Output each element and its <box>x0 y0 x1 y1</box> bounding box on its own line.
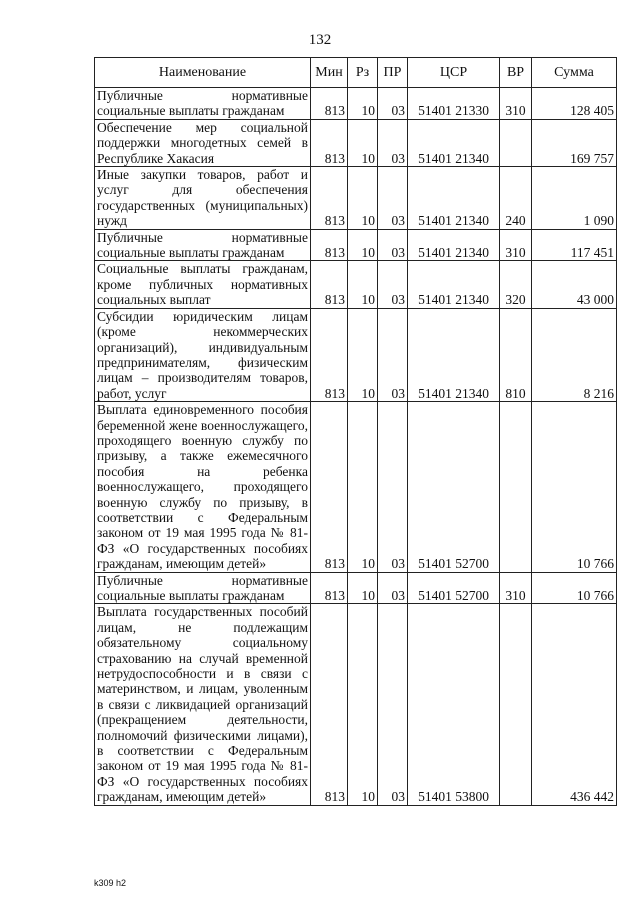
row-rz: 10 <box>348 402 378 572</box>
row-min: 813 <box>311 604 348 805</box>
row-pr: 03 <box>378 119 408 166</box>
row-vr: 810 <box>500 308 532 401</box>
row-csr: 51401 53800 <box>408 604 500 805</box>
row-csr: 51401 21340 <box>408 167 500 230</box>
row-pr: 03 <box>378 229 408 261</box>
row-csr: 51401 52700 <box>408 572 500 604</box>
column-header-sum: Сумма <box>532 58 617 88</box>
table-row <box>95 261 617 308</box>
row-csr: 51401 21340 <box>408 261 500 308</box>
row-csr: 51401 21330 <box>408 88 500 120</box>
row-sum: 117 451 <box>532 229 617 261</box>
row-min: 813 <box>311 167 348 230</box>
table-row <box>95 572 617 604</box>
row-min: 813 <box>311 261 348 308</box>
row-vr: 320 <box>500 261 532 308</box>
table-row <box>95 402 617 572</box>
row-rz: 10 <box>348 119 378 166</box>
row-rz: 10 <box>348 604 378 805</box>
row-sum: 10 766 <box>532 402 617 572</box>
row-csr: 51401 52700 <box>408 402 500 572</box>
column-header-csr: ЦСР <box>408 58 500 88</box>
row-csr: 51401 21340 <box>408 229 500 261</box>
row-name: Выплата государственных пособий лицам, не подлежащим обязательному социальному страхованию на случай временной нетрудоспособности и в связи с материнством, и лицам, уволенным в связи с ликвидацией организаций (прекращением деятельности, полномочий физическими лицами), в соответствии с Федеральным законом от 19 мая 1995 года № 81-ФЗ «О государственных пособиях гражданам, имеющим детей» <box>95 604 311 805</box>
table-row <box>95 229 617 261</box>
row-sum: 8 216 <box>532 308 617 401</box>
table-row <box>95 604 617 805</box>
row-name: Обеспечение мер социальной поддержки многодетных семей в Республике Хакасия <box>95 119 311 166</box>
row-name: Субсидии юридическим лицам (кроме некоммерческих организаций), индивидуальным предпринимателям, физическим лицам – производителям товаров, работ, услуг <box>95 308 311 401</box>
row-vr: 240 <box>500 167 532 230</box>
row-pr: 03 <box>378 402 408 572</box>
row-name: Публичные нормативные социальные выплаты гражданам <box>95 88 311 120</box>
column-header-min: Мин <box>311 58 348 88</box>
footer-code: k309 h2 <box>94 878 127 888</box>
row-name: Социальные выплаты гражданам, кроме публичных нормативных социальных выплат <box>95 261 311 308</box>
row-sum: 43 000 <box>532 261 617 308</box>
page-number: 132 <box>308 32 332 48</box>
row-csr: 51401 21340 <box>408 119 500 166</box>
column-header-pr: ПР <box>378 58 408 88</box>
row-sum: 169 757 <box>532 119 617 166</box>
table-row <box>95 167 617 230</box>
row-rz: 10 <box>348 572 378 604</box>
row-vr <box>500 119 532 166</box>
row-vr <box>500 402 532 572</box>
row-vr: 310 <box>500 88 532 120</box>
column-header-name: Наименование <box>95 58 311 88</box>
row-name: Публичные нормативные социальные выплаты гражданам <box>95 229 311 261</box>
row-min: 813 <box>311 229 348 261</box>
row-rz: 10 <box>348 88 378 120</box>
row-rz: 10 <box>348 167 378 230</box>
row-csr: 51401 21340 <box>408 308 500 401</box>
row-name: Выплата единовременного пособия беременной жене военнослужащего, проходящего военную службу по призыву, а также ежемесячного пособия на ребенка военнослужащего, проходящего военную службу по призыву, в соответствии с Федеральным законом от 19 мая 1995 года № 81-ФЗ «О государственных пособиях гражданам, имеющим детей» <box>95 402 311 572</box>
row-sum: 10 766 <box>532 572 617 604</box>
row-name: Иные закупки товаров, работ и услуг для обеспечения государственных (муниципальных) нужд <box>95 167 311 230</box>
table-header-row <box>95 58 617 88</box>
table-row <box>95 119 617 166</box>
row-pr: 03 <box>378 308 408 401</box>
row-rz: 10 <box>348 229 378 261</box>
row-rz: 10 <box>348 308 378 401</box>
row-min: 813 <box>311 572 348 604</box>
column-header-rz: Рз <box>348 58 378 88</box>
row-sum: 436 442 <box>532 604 617 805</box>
row-pr: 03 <box>378 167 408 230</box>
table-row <box>95 308 617 401</box>
row-min: 813 <box>311 119 348 166</box>
row-rz: 10 <box>348 261 378 308</box>
row-min: 813 <box>311 88 348 120</box>
row-pr: 03 <box>378 604 408 805</box>
row-vr <box>500 604 532 805</box>
row-min: 813 <box>311 308 348 401</box>
budget-table <box>94 57 617 806</box>
row-pr: 03 <box>378 88 408 120</box>
row-sum: 128 405 <box>532 88 617 120</box>
row-pr: 03 <box>378 261 408 308</box>
column-header-vr: ВР <box>500 58 532 88</box>
table-row <box>95 88 617 120</box>
row-vr: 310 <box>500 229 532 261</box>
row-name: Публичные нормативные социальные выплаты гражданам <box>95 572 311 604</box>
row-sum: 1 090 <box>532 167 617 230</box>
row-pr: 03 <box>378 572 408 604</box>
row-vr: 310 <box>500 572 532 604</box>
row-min: 813 <box>311 402 348 572</box>
